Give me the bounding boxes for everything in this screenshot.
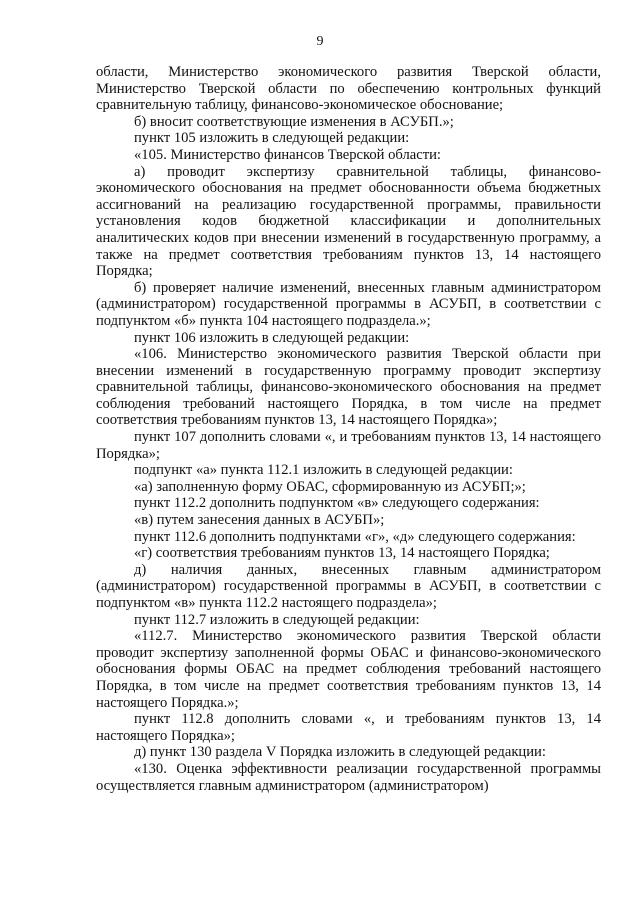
paragraph-p4: «105. Министерство финансов Тверской области: xyxy=(134,146,441,163)
paragraph-p19: пункт 112.8 дополнить словами «, и требованиям пунктов 13, 14 настоящего Порядка»; xyxy=(96,711,601,744)
paragraph-p16: д) наличия данных, внесенных главным администратором (администратором) государственной программы в АСУБП, в соответствии с подпунктом «в» пункта 112.2 настоящего подраздела»; xyxy=(96,561,601,611)
paragraph-p20: д) пункт 130 раздела V Порядка изложить в следующей редакции: xyxy=(134,744,546,761)
paragraph-p9: пункт 107 дополнить словами «, и требованиям пунктов 13, 14 настоящего Порядка»; xyxy=(96,429,601,462)
paragraph-p2: б) вносит соответствующие изменения в АСУБП.»; xyxy=(134,113,454,130)
paragraph-p11: «а) заполненную форму ОБАС, сформированную из АСУБП;»; xyxy=(134,478,526,495)
paragraph-p7: пункт 106 изложить в следующей редакции: xyxy=(134,329,410,346)
paragraph-p17: пункт 112.7 изложить в следующей редакции: xyxy=(134,611,420,628)
paragraph-p21: «130. Оценка эффективности реализации государственной программы осуществляется главным администратором (администратором) xyxy=(96,760,601,794)
paragraph-p5: а) проводит экспертизу сравнительной таблицы, финансово-экономического обоснования на предмет обоснованности объема бюджетных ассигнований на реализацию государственной программы, правильности установления кодов бюджетной классификации и дополнительных аналитических кодов при внесении изменений в государственную программу, а также на предмет соответствия требованиям пунктов 13, 14 настоящего Порядка; xyxy=(96,163,601,280)
paragraph-p15: «г) соответствия требованиям пунктов 13, 14 настоящего Порядка; xyxy=(134,545,550,562)
paragraph-p12: пункт 112.2 дополнить подпунктом «в» следующего содержания: xyxy=(134,495,540,512)
paragraph-p10: подпункт «а» пункта 112.1 изложить в следующей редакции: xyxy=(134,462,513,479)
paragraph-p8: «106. Министерство экономического развития Тверской области при внесении изменений в государственную программу проводит экспертизу сравнительной таблицы, финансово-экономического обоснования на предмет соблюдения требований настоящего Порядка, в том числе на предмет соответствия требованиям пунктов 13, 14 настоящего Порядка»; xyxy=(96,346,601,429)
paragraph-p13: «в) путем занесения данных в АСУБП»; xyxy=(134,512,385,529)
paragraph-p6: б) проверяет наличие изменений, внесенных главным администратором (администратором) государственной программы в АСУБП, в соответствии с подпунктом «б» пункта 104 настоящего подраздела.»; xyxy=(96,279,601,329)
document-body xyxy=(96,64,601,794)
paragraph-p1: области, Министерство экономического развития Тверской области, Министерство Тверской области по обеспечению контрольных функций сравнительную таблицу, финансово-экономическое обоснование; xyxy=(96,64,601,114)
page-number: 9 xyxy=(316,34,324,49)
paragraph-p14: пункт 112.6 дополнить подпунктами «г», «д» следующего содержания: xyxy=(134,528,576,545)
paragraph-p18: «112.7. Министерство экономического развития Тверской области проводит экспертизу заполненной формы ОБАС и финансово-экономического обоснования формы ОБАС на предмет соблюдения требований настоящего Порядка, в том числе на предмет соответствия требованиям пунктов 13, 14 настоящего Порядка.»; xyxy=(96,628,601,711)
paragraph-p3: пункт 105 изложить в следующей редакции: xyxy=(134,130,410,147)
